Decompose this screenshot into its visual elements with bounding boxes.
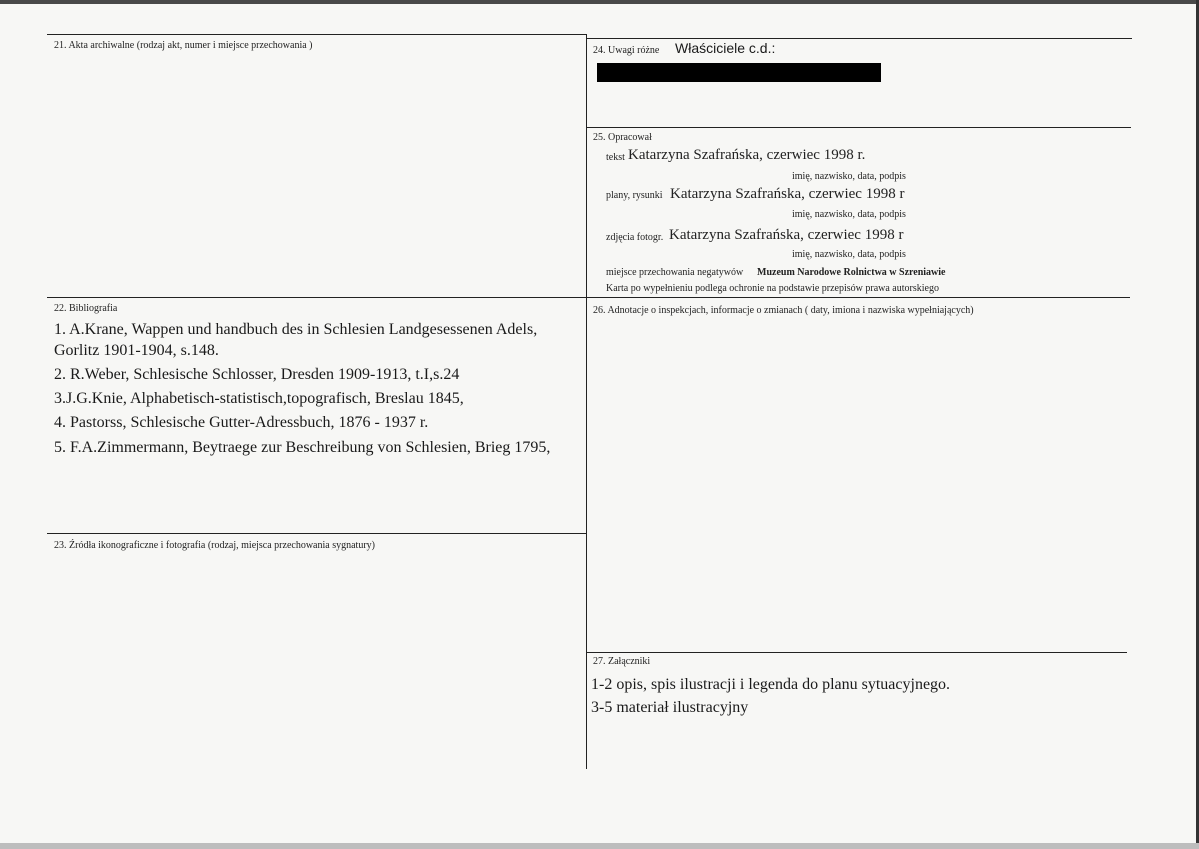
scan-edge-top xyxy=(0,0,1199,4)
divider-center xyxy=(586,34,587,769)
divider-top-right xyxy=(587,38,1132,39)
zdjecia-value: Katarzyna Szafrańska, czerwiec 1998 r xyxy=(669,227,904,243)
divider-s23-top xyxy=(47,533,587,534)
section-22-label: 22. Bibliografia xyxy=(54,303,118,314)
section-24-label: 24. Uwagi różne xyxy=(593,45,660,56)
divider-s27-top xyxy=(587,652,1127,653)
section-24-value: Właściciele c.d.: xyxy=(675,40,776,56)
zdjecia-sign-hint: imię, nazwisko, data, podpis xyxy=(792,249,906,260)
negatives-value: Muzeum Narodowe Rolnictwa w Szreniawie xyxy=(757,267,946,278)
divider-s25-top xyxy=(587,127,1131,128)
section-25-label: 25. Opracował xyxy=(593,132,652,143)
section-26-label: 26. Adnotacje o inspekcjach, informacje o zmianach ( daty, imiona i nazwiska wypełniających) xyxy=(593,305,974,316)
tekst-value: Katarzyna Szafrańska, czerwiec 1998 r. xyxy=(628,147,866,163)
negatives-label: miejsce przechowania negatywów xyxy=(606,267,744,278)
bibliography-line-1: 1. A.Krane, Wappen und handbuch des in Schlesien Landgesessenen Adels, xyxy=(54,321,538,338)
section-23-label: 23. Źródła ikonograficzne i fotografia (rodzaj, miejsca przechowania sygnatury) xyxy=(54,540,375,551)
tekst-label: tekst xyxy=(606,152,625,163)
bibliography-line-1b: Gorlitz 1901-1904, s.148. xyxy=(54,342,219,359)
redaction-bar xyxy=(597,63,881,82)
scan-edge-bottom xyxy=(0,843,1199,849)
section-21-label: 21. Akta archiwalne (rodzaj akt, numer i miejsce przechowania ) xyxy=(54,40,313,51)
bibliography-line-3: 3.J.G.Knie, Alphabetisch-statistisch,topografisch, Breslau 1845, xyxy=(54,390,464,407)
plany-label: plany, rysunki xyxy=(606,190,663,201)
bibliography-line-5: 5. F.A.Zimmermann, Beytraege zur Beschreibung von Schlesien, Brieg 1795, xyxy=(54,439,551,456)
copyright-note: Karta po wypełnieniu podlega ochronie na podstawie przepisów prawa autorskiego xyxy=(606,283,939,294)
section-27-label: 27. Załączniki xyxy=(593,656,651,667)
divider-s26-top xyxy=(47,297,1130,298)
tekst-sign-hint: imię, nazwisko, data, podpis xyxy=(792,171,906,182)
attachment-line-1: 1-2 opis, spis ilustracji i legenda do planu sytuacyjnego. xyxy=(591,676,951,693)
attachment-line-2: 3-5 materiał ilustracyjny xyxy=(591,699,749,716)
plany-sign-hint: imię, nazwisko, data, podpis xyxy=(792,209,906,220)
bibliography-line-4: 4. Pastorss, Schlesische Gutter-Adressbuch, 1876 - 1937 r. xyxy=(54,414,429,431)
bibliography-line-2: 2. R.Weber, Schlesische Schlosser, Dresden 1909-1913, t.I,s.24 xyxy=(54,366,460,383)
divider-top-left xyxy=(47,34,587,35)
zdjecia-label: zdjęcia fotogr. xyxy=(606,232,664,243)
plany-value: Katarzyna Szafrańska, czerwiec 1998 r xyxy=(670,186,905,202)
